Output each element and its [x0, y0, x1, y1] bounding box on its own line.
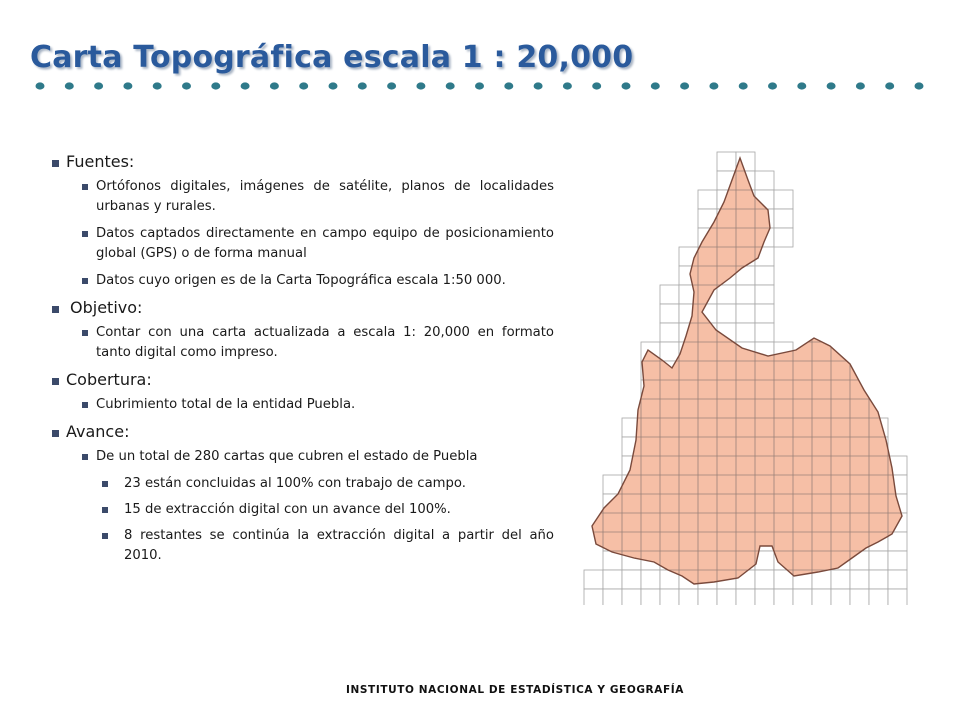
- map-grid-cell: [603, 570, 622, 589]
- bullet-icon: [102, 507, 108, 513]
- divider-dot: [680, 82, 689, 89]
- page-title: Carta Topográfica escala 1 : 20,000: [30, 40, 634, 75]
- divider-dot: [446, 82, 455, 89]
- map-grid-cell: [755, 285, 774, 304]
- puebla-state-shape: [592, 158, 902, 584]
- bullet-icon: [52, 160, 59, 167]
- map-grid-cell: [774, 228, 793, 247]
- divider-dot: [651, 82, 660, 89]
- map-grid-cell: [584, 589, 603, 605]
- map-grid-cell: [736, 304, 755, 323]
- map-grid-cell: [831, 570, 850, 589]
- divider-dot: [36, 82, 45, 89]
- map-grid-cell: [660, 342, 679, 361]
- divider-dot: [622, 82, 631, 89]
- map-grid-cell: [888, 551, 907, 570]
- map-grid-cell: [717, 285, 736, 304]
- map-grid-cell: [698, 190, 717, 209]
- bullet-icon: [82, 278, 88, 284]
- map-grid-cell: [641, 570, 660, 589]
- fuentes-item: Ortófonos digitales, imágenes de satélite, planos de localidades urbanas y rurales.: [46, 177, 554, 217]
- map-grid-cell: [774, 589, 793, 605]
- divider-dot: [563, 82, 572, 89]
- divider-dot: [504, 82, 513, 89]
- divider-dot: [856, 82, 865, 89]
- map-grid-cell: [641, 589, 660, 605]
- bullet-icon: [82, 184, 88, 190]
- map-grid-cell: [736, 285, 755, 304]
- divider-dot: [387, 82, 396, 89]
- divider-dot: [182, 82, 191, 89]
- map-grid-cell: [660, 323, 679, 342]
- divider-dot: [592, 82, 601, 89]
- divider-dot: [241, 82, 250, 89]
- divider-dot: [94, 82, 103, 89]
- map-grid-cell: [774, 209, 793, 228]
- map-grid-cell: [603, 589, 622, 605]
- map-grid-cell: [736, 323, 755, 342]
- map-grid-cell: [755, 171, 774, 190]
- divider-dot: [123, 82, 132, 89]
- map-grid-cell: [755, 304, 774, 323]
- bullet-icon: [82, 402, 88, 408]
- divider-dot: [768, 82, 777, 89]
- map-grid-cell: [831, 589, 850, 605]
- divider-dot: [885, 82, 894, 89]
- map-grid-cell: [793, 589, 812, 605]
- divider-dot: [299, 82, 308, 89]
- divider-dot: [475, 82, 484, 89]
- map-grid-cell: [622, 589, 641, 605]
- bullet-icon: [102, 533, 108, 539]
- map-grid-cell: [660, 304, 679, 323]
- divider-dot: [153, 82, 162, 89]
- bullet-icon: [82, 454, 88, 460]
- fuentes-item: Datos captados directamente en campo equipo de posicionamiento global (GPS) o de forma manual: [46, 224, 554, 264]
- map-grid-cell: [622, 570, 641, 589]
- map-grid-cell: [850, 570, 869, 589]
- avance-item: De un total de 280 cartas que cubren el estado de Puebla: [46, 447, 554, 467]
- divider-dot: [211, 82, 220, 89]
- divider-dot: [416, 82, 425, 89]
- divider-dot: [65, 82, 74, 89]
- bullet-icon: [82, 231, 88, 237]
- bullet-icon: [102, 481, 108, 487]
- map-grid-cell: [869, 589, 888, 605]
- map-grid-cell: [584, 570, 603, 589]
- footer-institution: INSTITUTO NACIONAL DE ESTADÍSTICA Y GEOGRAFÍA: [346, 684, 684, 696]
- map-grid-cell: [717, 589, 736, 605]
- avance-subitem: 23 están concluidas al 100% con trabajo de campo.: [46, 474, 554, 494]
- map-grid-cell: [755, 589, 774, 605]
- map-grid-cell: [888, 589, 907, 605]
- map-grid-cell: [850, 589, 869, 605]
- map-grid-cell: [755, 323, 774, 342]
- map-grid-cell: [698, 589, 717, 605]
- avance-subitem: 8 restantes se continúa la extracción digital a partir del año 2010.: [46, 526, 554, 566]
- map-grid-cell: [812, 589, 831, 605]
- divider-dot: [358, 82, 367, 89]
- divider-dot: [534, 82, 543, 89]
- objetivo-item: Contar con una carta actualizada a escala 1: 20,000 en formato tanto digital como impreso.: [46, 323, 554, 363]
- map-grid-cell: [736, 589, 755, 605]
- section-avance-heading: Avance:: [46, 422, 554, 441]
- divider-dot: [827, 82, 836, 89]
- fuentes-item: Datos cuyo origen es de la Carta Topográfica escala 1:50 000.: [46, 271, 554, 291]
- section-cobertura-heading: Cobertura:: [46, 370, 554, 389]
- map-grid-cell: [660, 589, 679, 605]
- bullet-icon: [52, 430, 59, 437]
- map-grid-cell: [717, 304, 736, 323]
- map-grid-cell: [755, 570, 774, 589]
- section-objetivo-heading: Objetivo:: [46, 298, 554, 317]
- avance-subitem: 15 de extracción digital con un avance del 100%.: [46, 500, 554, 520]
- divider-dot: [270, 82, 279, 89]
- dotted-divider: [34, 78, 934, 98]
- map-grid-cell: [869, 570, 888, 589]
- cobertura-item: Cubrimiento total de la entidad Puebla.: [46, 395, 554, 415]
- map-grid-cell: [660, 285, 679, 304]
- divider-dot: [915, 82, 924, 89]
- divider-dot: [739, 82, 748, 89]
- section-fuentes-heading: Fuentes:: [46, 152, 554, 171]
- bullet-icon: [52, 378, 59, 385]
- divider-dot: [797, 82, 806, 89]
- divider-dot: [709, 82, 718, 89]
- map-grid-cell: [755, 266, 774, 285]
- content-list: [46, 148, 554, 572]
- map-grid-cell: [888, 570, 907, 589]
- puebla-map-grid: [582, 150, 922, 605]
- bullet-icon: [82, 330, 88, 336]
- map-grid-cell: [717, 152, 736, 171]
- map-grid-cell: [679, 589, 698, 605]
- divider-dot: [329, 82, 338, 89]
- bullet-icon: [52, 306, 59, 313]
- map-grid-cell: [774, 190, 793, 209]
- map-grid-cell: [869, 551, 888, 570]
